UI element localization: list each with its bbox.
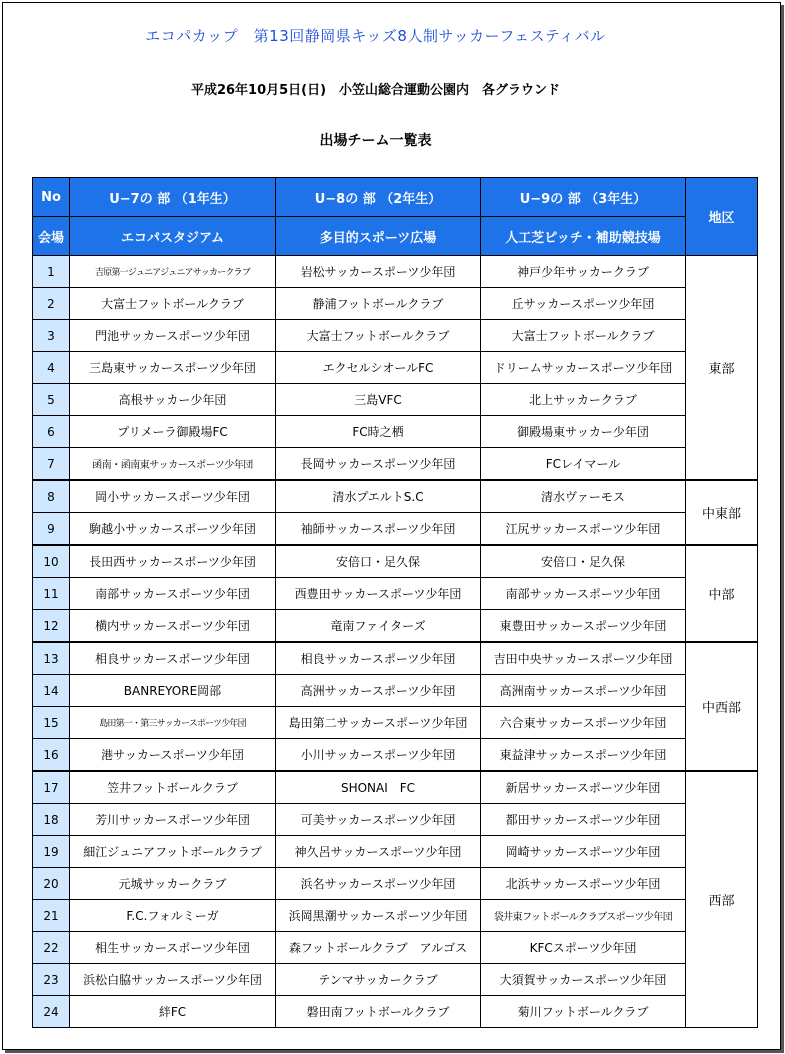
u9-team: 菊川フットボールクラブ [481,996,686,1028]
u8-team: 清水プエルトS.C [276,480,481,513]
document-subtitle: 出場チーム一覧表 [319,133,432,149]
header-u8: U−8の 部 （2年生） [276,178,481,217]
row-number: 18 [33,804,70,836]
u8-team: 三島VFC [276,384,481,416]
u7-team: F.C.フォルミーガ [70,900,276,932]
u7-team: 大富士フットボールクラブ [70,288,276,320]
header-u8-venue: 多目的スポーツ広場 [276,217,481,256]
area-cell: 西部 [686,771,758,1028]
row-number: 2 [33,288,70,320]
area-cell: 中東部 [686,480,758,545]
table-row [33,739,758,772]
row-number: 14 [33,675,70,707]
u7-team: 浜松白脇サッカースポーツ少年団 [70,964,276,996]
u7-team: 港サッカースポーツ少年団 [70,739,276,772]
table-row [33,288,758,320]
u8-team: 高洲サッカースポーツ少年団 [276,675,481,707]
u7-team: 駒越小サッカースポーツ少年団 [70,513,276,546]
row-number: 13 [33,642,70,675]
u8-team: テンマサッカークラブ [276,964,481,996]
u9-team: 北浜サッカースポーツ少年団 [481,868,686,900]
table-row [33,610,758,643]
u9-team: 高洲南サッカースポーツ少年団 [481,675,686,707]
row-number: 3 [33,320,70,352]
u9-team: 安倍口・足久保 [481,545,686,578]
u7-team: 笠井フットボールクラブ [70,771,276,804]
row-number: 16 [33,739,70,772]
u7-team: 吉原第一ジュニアジュニアサッカークラブ [70,256,276,288]
area-cell: 東部 [686,256,758,481]
u9-team: 丘サッカースポーツ少年団 [481,288,686,320]
u8-team: 竜南ファイターズ [276,610,481,643]
table-row [33,900,758,932]
u9-team: ドリームサッカースポーツ少年団 [481,352,686,384]
u7-team: 相生サッカースポーツ少年団 [70,932,276,964]
u9-team: 清水ヴァーモス [481,480,686,513]
event-date-venue: 平成26年10月5日(日) 小笠山総合運動公園内 各グラウンド [190,83,561,98]
u8-team: 島田第二サッカースポーツ少年団 [276,707,481,739]
table-row [33,804,758,836]
u8-team: 袖師サッカースポーツ少年団 [276,513,481,546]
row-number: 10 [33,545,70,578]
area-cell: 中西部 [686,642,758,771]
header-u7-venue: エコパスタジアム [70,217,276,256]
u8-team: 可美サッカースポーツ少年団 [276,804,481,836]
u9-team: 東豊田サッカースポーツ少年団 [481,610,686,643]
header-u7: U−7の 部 （1年生） [70,178,276,217]
header-area: 地区 [686,178,758,256]
u7-team: 絆FC [70,996,276,1028]
row-number: 6 [33,416,70,448]
row-number: 5 [33,384,70,416]
u9-team: 袋井東フットボールクラブスポーツ少年団 [481,900,686,932]
u9-team: FCレイマール [481,448,686,481]
u9-team: 吉田中央サッカースポーツ少年団 [481,642,686,675]
table-row [33,480,758,513]
u8-team: 安倍口・足久保 [276,545,481,578]
u7-team: 横内サッカースポーツ少年団 [70,610,276,643]
u9-team: 大須賀サッカースポーツ少年団 [481,964,686,996]
u8-team: FC時之栖 [276,416,481,448]
row-number: 24 [33,996,70,1028]
table-row [33,513,758,546]
u8-team: 相良サッカースポーツ少年団 [276,642,481,675]
u7-team: 三島東サッカースポーツ少年団 [70,352,276,384]
u7-team: 南部サッカースポーツ少年団 [70,578,276,610]
table-row [33,675,758,707]
u8-team: 神久呂サッカースポーツ少年団 [276,836,481,868]
u7-team: 細江ジュニアフットボールクラブ [70,836,276,868]
row-number: 1 [33,256,70,288]
u8-team: 浜岡黒潮サッカースポーツ少年団 [276,900,481,932]
table-row [33,642,758,675]
header-u9-venue: 人工芝ピッチ・補助競技場 [481,217,686,256]
u7-team: 函南・函南東サッカースポーツ少年団 [70,448,276,481]
table-row [33,320,758,352]
row-number: 19 [33,836,70,868]
row-number: 12 [33,610,70,643]
document-title: エコパカップ 第13回静岡県キッズ8人制サッカーフェスティバル [145,27,606,45]
u8-team: 浜名サッカースポーツ少年団 [276,868,481,900]
u9-team: 御殿場東サッカー少年団 [481,416,686,448]
row-number: 8 [33,480,70,513]
row-number: 15 [33,707,70,739]
table-row [33,868,758,900]
row-number: 23 [33,964,70,996]
u8-team: エクセルシオールFC [276,352,481,384]
table-row [33,996,758,1028]
u7-team: 元城サッカークラブ [70,868,276,900]
u8-team: 森フットボールクラブ アルゴス [276,932,481,964]
table-row [33,352,758,384]
table-row [33,836,758,868]
u9-team: 東益津サッカースポーツ少年団 [481,739,686,772]
u8-team: 磐田南フットボールクラブ [276,996,481,1028]
table-row [33,964,758,996]
u7-team: 高根サッカー少年団 [70,384,276,416]
row-number: 4 [33,352,70,384]
u8-team: 静浦フットボールクラブ [276,288,481,320]
row-number: 11 [33,578,70,610]
row-number: 20 [33,868,70,900]
row-number: 21 [33,900,70,932]
u9-team: KFCスポーツ少年団 [481,932,686,964]
table-row [33,384,758,416]
u9-team: 神戸少年サッカークラブ [481,256,686,288]
team-rows [33,256,758,1028]
area-cell: 中部 [686,545,758,642]
u7-team: 島田第一・第三サッカースポーツ少年団 [70,707,276,739]
u8-team: SHONAI FC [276,771,481,804]
u7-team: BANREYORE岡部 [70,675,276,707]
table-row [33,545,758,578]
u8-team: 岩松サッカースポーツ少年団 [276,256,481,288]
u8-team: 長岡サッカースポーツ少年団 [276,448,481,481]
u7-team: 長田西サッカースポーツ少年団 [70,545,276,578]
u7-team: 芳川サッカースポーツ少年団 [70,804,276,836]
table-row [33,416,758,448]
row-number: 17 [33,771,70,804]
page-frame [2,2,781,1050]
u9-team: 大富士フットボールクラブ [481,320,686,352]
u7-team: 相良サッカースポーツ少年団 [70,642,276,675]
table-row [33,256,758,288]
table-row [33,707,758,739]
u7-team: プリメーラ御殿場FC [70,416,276,448]
u9-team: 南部サッカースポーツ少年団 [481,578,686,610]
u7-team: 門池サッカースポーツ少年団 [70,320,276,352]
header-u9: U−9の 部 （3年生） [481,178,686,217]
u8-team: 西豊田サッカースポーツ少年団 [276,578,481,610]
u9-team: 六合東サッカースポーツ少年団 [481,707,686,739]
u7-team: 岡小サッカースポーツ少年団 [70,480,276,513]
u9-team: 岡崎サッカースポーツ少年団 [481,836,686,868]
u9-team: 都田サッカースポーツ少年団 [481,804,686,836]
u8-team: 小川サッカースポーツ少年団 [276,739,481,772]
row-number: 22 [33,932,70,964]
table-row [33,578,758,610]
header-venue: 会場 [33,217,70,256]
u9-team: 北上サッカークラブ [481,384,686,416]
row-number: 7 [33,448,70,481]
table-row [33,448,758,481]
u9-team: 新居サッカースポーツ少年団 [481,771,686,804]
row-number: 9 [33,513,70,546]
team-list-table [32,177,758,1028]
header-no: No [33,178,70,217]
table-row [33,771,758,804]
u8-team: 大富士フットボールクラブ [276,320,481,352]
u9-team: 江尻サッカースポーツ少年団 [481,513,686,546]
table-row [33,932,758,964]
